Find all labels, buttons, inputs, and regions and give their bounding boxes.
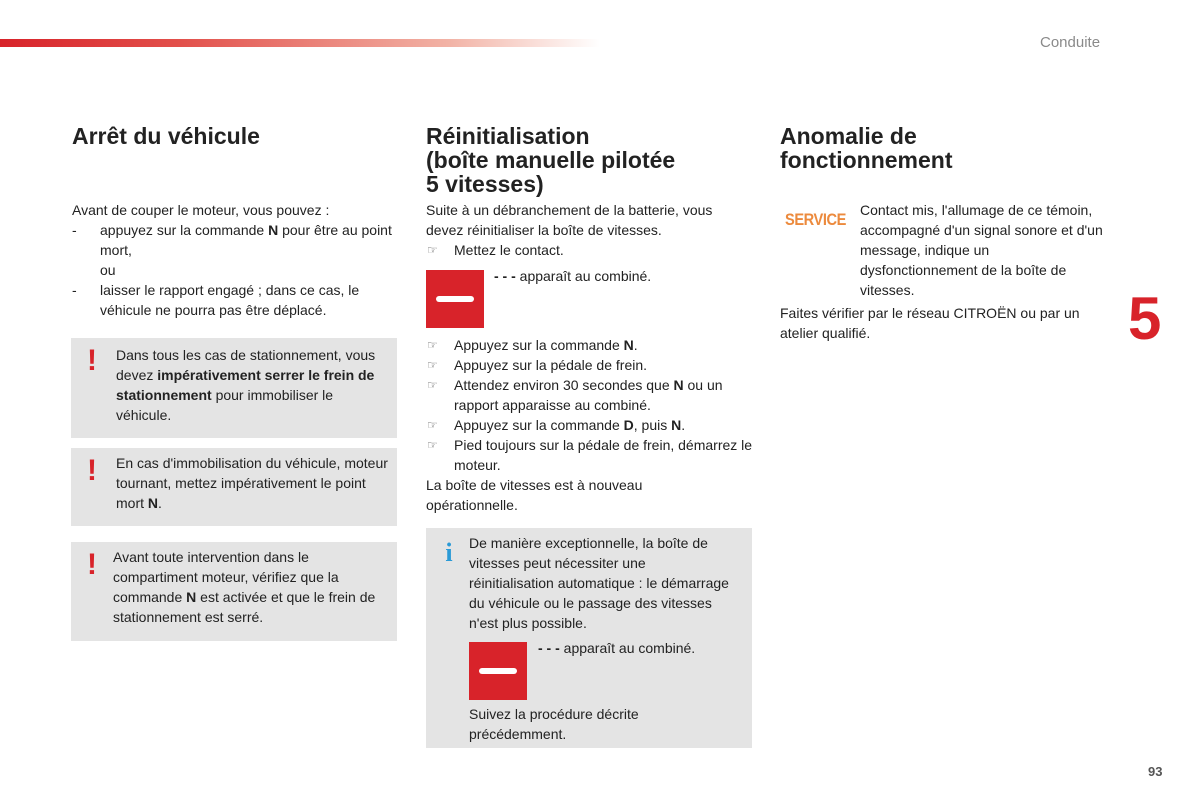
step-item: [426, 435, 756, 475]
info-icon: i: [445, 538, 453, 567]
pointing-hand-icon: ☞: [427, 418, 438, 432]
pointing-hand-icon: ☞: [427, 378, 438, 392]
col3-description: Contact mis, l'allumage de ce témoin, accompagné d'un signal sonore et d'un message, indique un dysfonctionnement de la boîte de vitesses.: [860, 202, 1103, 298]
col2-title: [426, 124, 675, 196]
step-bold: D: [623, 417, 634, 433]
list-item: [72, 220, 397, 280]
warning-text-part: En cas d'immobilisation du véhicule, moteur tournant, mettez impérativement le point mort: [116, 455, 388, 511]
pointing-hand-icon: ☞: [427, 243, 438, 257]
step-text: Appuyez sur la commande: [454, 337, 624, 353]
step-item: [426, 375, 756, 415]
col2-conclusion: La boîte de vitesses est à nouveau opérationnelle.: [426, 477, 643, 513]
display-caption-text: apparaît au combiné.: [515, 268, 652, 284]
dash-mark: -: [72, 282, 77, 298]
warning-text: [116, 345, 381, 425]
step-text: .: [633, 337, 638, 353]
header-accent-bar: [0, 39, 600, 47]
info-footer: Suivez la procédure décrite précédemment.: [469, 706, 639, 742]
warning-box: [71, 448, 397, 526]
step-text: Mettez le contact.: [454, 242, 564, 258]
section-title: Conduite: [1040, 34, 1101, 51]
step-bold: N: [671, 417, 682, 433]
col2-title-line: Réinitialisation: [426, 123, 590, 149]
step-text: Appuyez sur la commande: [454, 417, 624, 433]
page-number: 93: [1148, 764, 1163, 779]
display-caption: [538, 638, 695, 658]
warning-icon: !: [87, 344, 97, 377]
step-item: [426, 355, 756, 375]
pointing-hand-icon: ☞: [427, 438, 438, 452]
warning-text-part: .: [158, 495, 162, 511]
warning-text-part: pour immobiliser le véhicule.: [116, 387, 334, 423]
step-item: [426, 240, 751, 260]
step-text: .: [681, 417, 686, 433]
col3-title: [780, 124, 953, 172]
col1-title: Arrêt du véhicule: [72, 123, 260, 149]
warning-icon: !: [87, 548, 97, 581]
dash-bar: [479, 668, 517, 674]
warning-box: [71, 338, 397, 438]
chapter-number: 5: [1128, 285, 1162, 352]
col3-advice: Faites vérifier par le réseau CITROËN ou par un atelier qualifié.: [780, 305, 1080, 341]
warning-icon: !: [87, 454, 97, 487]
dash-display-icon: [426, 270, 484, 328]
col2-title-line: 5 vitesses): [426, 171, 544, 197]
warning-text-part: Avant toute intervention dans le compartiment moteur, vérifiez que la commande: [113, 549, 339, 605]
step-text: ou un rapport apparaisse au combiné.: [454, 377, 723, 413]
pointing-hand-icon: ☞: [427, 338, 438, 352]
warning-text-bold: impérativement serrer le frein de stationnement: [116, 367, 375, 403]
step-text: Appuyez sur la pédale de frein.: [454, 357, 648, 373]
col2-steps: [426, 335, 756, 515]
step-bold: N: [623, 337, 634, 353]
service-warning-icon: SERVICE: [785, 210, 846, 229]
list-item-text: laisser le rapport engagé ; dans ce cas, le véhicule ne pourra pas être déplacé.: [100, 282, 360, 318]
col1-body: [72, 200, 397, 320]
dash-display-icon: [469, 642, 527, 700]
display-caption-text: apparaît au combiné.: [559, 640, 696, 656]
step-bold: N: [673, 377, 684, 393]
col3-title-line: Anomalie de: [780, 123, 917, 149]
step-text: , puis: [633, 417, 672, 433]
list-item-text: appuyez sur la commande: [100, 222, 269, 238]
info-text: De manière exceptionnelle, la boîte de vitesses peut nécessiter une réinitialisation automatique : le démarrage du véhicule ou le passage des vitesses n'est plus possible.: [469, 535, 729, 631]
dash-bar: [436, 296, 474, 302]
warning-text-part: est activée et que le frein de stationnement est serré.: [113, 589, 376, 625]
list-item: [72, 280, 397, 320]
col2-intro: Suite à un débranchement de la batterie, vous devez réinitialiser la boîte de vitesses.: [426, 202, 713, 238]
list-item-or: ou: [100, 262, 116, 278]
warning-text: [113, 547, 388, 627]
warning-text-bold: N: [186, 589, 197, 605]
warning-box: [71, 542, 397, 641]
list-item-bold: N: [268, 222, 279, 238]
dash-mark: -: [72, 222, 77, 238]
warning-text-bold: N: [147, 495, 159, 511]
col2-intro-block: [426, 200, 751, 260]
info-box: [426, 528, 752, 748]
pointing-hand-icon: ☞: [427, 358, 438, 372]
warning-text: [116, 453, 396, 513]
step-item: [426, 415, 756, 435]
display-caption: [494, 266, 651, 286]
display-dashes: - - -: [494, 268, 516, 284]
col1-intro: Avant de couper le moteur, vous pouvez :: [72, 202, 330, 218]
col3-title-line: fonctionnement: [780, 147, 953, 173]
step-text: Attendez environ 30 secondes que: [454, 377, 674, 393]
display-dashes: - - -: [538, 640, 560, 656]
step-text: Pied toujours sur la pédale de frein, démarrez le moteur.: [454, 437, 753, 473]
col1-list: [72, 220, 397, 320]
list-item-text: pour être au point mort,: [100, 222, 392, 258]
col2-title-line: (boîte manuelle pilotée: [426, 147, 676, 173]
step-item: [426, 335, 756, 355]
warning-text-part: Dans tous les cas de stationnement, vous devez: [116, 347, 376, 383]
